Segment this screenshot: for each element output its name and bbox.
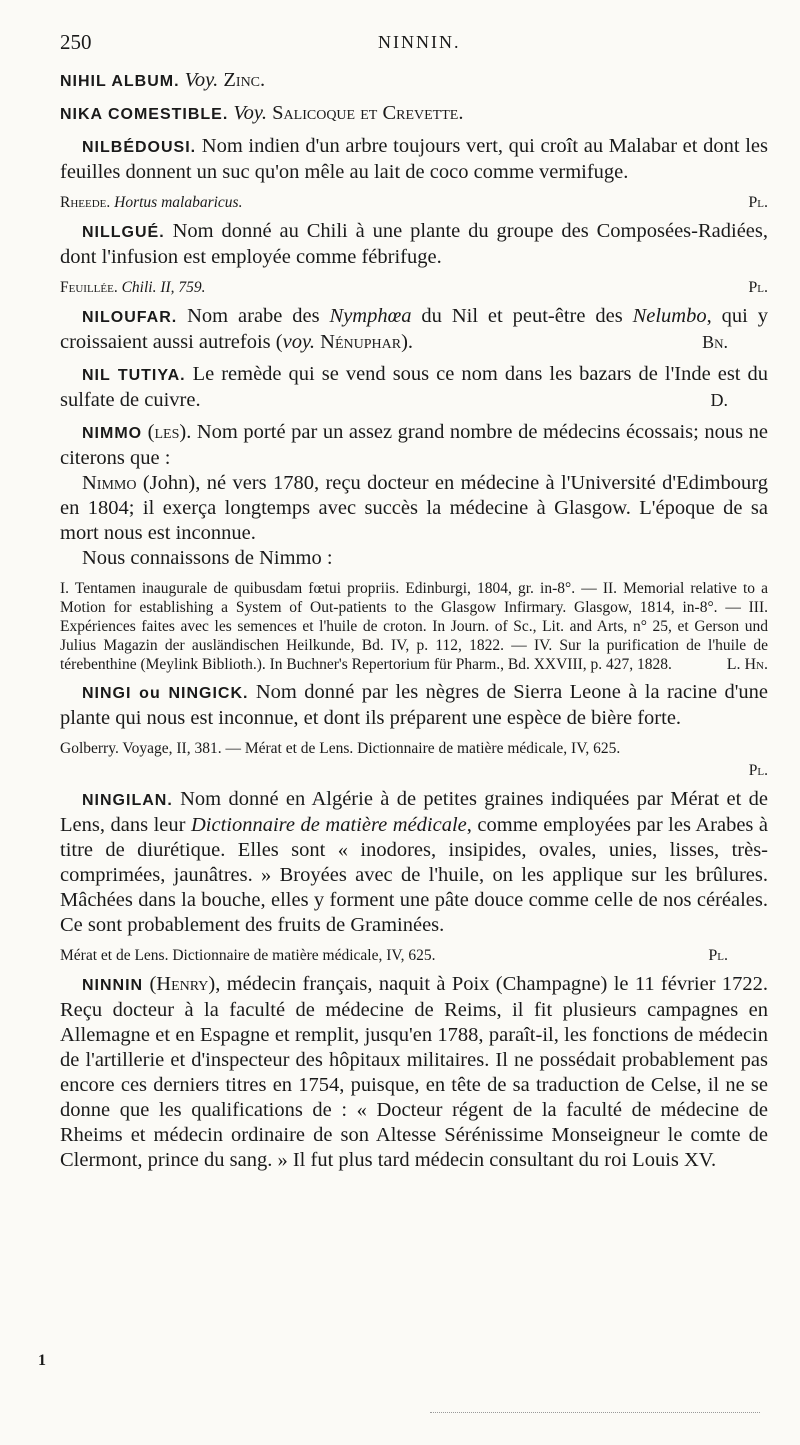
bibliography-text: I. Tentamen inaugurale de quibusdam fœtui propriis. Edinburgi, 1804, gr. in-8°. — II. Memorial relative to a Motion for establishing a System of Out-patients to the Glasgow Infirmary. Glasgow, 1814, in-8°. — III. Expériences faites avec les semences et l'huile de croton. In Journ. of Sc., Lit. and Arts, n° 25, et Gerson und Julius Magazin der ausländischen Heilkunde, Bd. IV, p. 112, 1822. — IV. Sur la purification de l'huile de térebenthine (Meylink Biblioth.). In Buchner's Repertorium für Pharm., Bd. XXVIII, p. 427, 1828. [60,580,768,673]
entry-term: NIHIL ALBUM. [60,73,180,90]
entry-nika [60,101,768,127]
entry-nillgue [60,219,768,270]
entry-text: , médecin français, naquit à Poix (Champagne) le 11 février 1722. Reçu docteur à la faculté de médecine de Reims, il fit plusieurs campagnes en Allemagne et en Espagne et remplit, jusqu'en 1788, paraît-il, les fonctions de médecin de l'artillerie et d'inspecteur des hôpitaux militaires. Il ne possédait probablement pas encore ces derniers titres en 1754, puisque, en tête de sa traduction de Celse, il ne se donne que les qualifications de : « Docteur régent de la faculté de médecine de Rheims et médecin ordinaire de son Altesse Sérénissime Monseigneur le comte de Clermont, prince du sang. » Il fut plus tard médecin consultant du roi Louis XV. [60,973,768,1171]
italic-title: Dictionnaire de matière médicale [191,814,467,836]
reference-text: Mérat et de Lens. Dictionnaire de matière médicale, IV, 625. [60,947,436,964]
entry-text: Nom indien d'un arbre toujours vert, qui croît au Malabar et dont les feuilles donnent un suc qu'on mêle au lait de coco comme vermifuge. [60,135,768,183]
entry-nihil [60,68,768,94]
page-header [60,30,760,58]
entry-niloufar [60,304,768,355]
entry-reference [60,739,768,759]
entry-term: NINGILAN. [82,792,173,809]
entry-nilbedousi [60,134,768,185]
entry-term: NIMMO [82,425,143,442]
author-signature: L. Hn. [726,656,768,673]
entry-text: Nom porté par un assez grand nombre de médecins écossais; nous ne citerons que : [60,421,768,469]
reference-title: Chili. II, 759. [117,279,206,296]
entry-text: , comme employées par les Arabes à titre de diurétique. Elles sont « inodores, insipides, ovales, unies, lisses, très-comprimées, jaunâtres. » Broyées avec de l'huile, on les applique sur les brûlures. Mâchées dans la bouche, elles y forment une pâte douce comme celle de nos céréales. Ce sont probablement des fruits de Graminées. [60,814,769,936]
italic-term: Nelumbo [632,305,707,327]
italic-term: Nymphœa [329,305,412,327]
entry-reference [60,278,768,298]
dictionary-body [60,68,768,1173]
entry-text: Le remède qui se vend sous ce nom dans les bazars de l'Inde est du sulfate de cuivre. [60,363,769,411]
bibliography [60,579,768,674]
cross-reference: Salicoque et Crevette. [272,102,464,124]
entry-ninnin [60,972,768,1173]
entry-text: ). [401,331,414,353]
voy-label: Voy. [233,102,268,124]
entry-term: NINGI ou NINGICK. [82,685,249,702]
entry-text: du Nil et peut-être des [411,305,633,327]
voy-label: voy. [282,331,316,353]
entry-text: Nom arabe des [177,305,330,327]
entry-term: NILLGUÉ. [82,224,165,241]
entry-text: (John), né vers 1780, reçu docteur en médecine à l'Université d'Edimbourg en 1804; il exerça longtemps avec succès la médecine à Glasgow. L'époque de sa mort nous est inconnue. [60,472,768,544]
cross-reference: Zinc. [223,69,266,91]
signature-mark: 1 [38,1352,46,1369]
author-signature: Bn. [702,332,728,352]
author-signature: Pl. [708,947,728,964]
author-signature: D. [710,390,728,410]
author-signature: Pl. [748,762,768,779]
entry-nimmo-works-intro: Nous connaissons de Nimmo : [82,547,333,569]
reference-author: Feuillée. [60,279,118,296]
footer-rule [430,1412,760,1413]
entry-term: NIKA COMESTIBLE. [60,106,229,123]
entry-term: NILBÉDOUSI. [82,139,197,156]
page-number: 250 [60,30,92,54]
entry-term: NIL TUTIYA. [82,367,186,384]
entry-ningilan [60,787,768,938]
reference-text: Golberry. Voyage, II, 381. — Mérat et de Lens. Dictionnaire de matière médicale, IV, 625. [60,740,621,757]
entry-reference [60,946,768,966]
entry-term: NINNIN [82,977,144,994]
entry-text: Nom donné en Algérie à de petites graines indiquées par Mérat et de Lens, dans leur [60,788,768,836]
cross-reference: Nénuphar [315,331,402,353]
author-signature: Pl. [748,279,768,296]
reference-title: Hortus malabaricus. [110,194,243,211]
author-signature: Pl. [748,194,768,211]
running-head: NINNIN. [378,32,461,52]
entry-term: NILOUFAR. [82,309,178,326]
entry-ningi [60,680,768,731]
signature-line [60,761,768,781]
person-name: Nimmo [82,472,137,494]
reference-author: Rheede. [60,194,111,211]
entry-text: , qui y croissaient aussi autrefois ( [60,305,768,353]
person-name: (Henry) [143,973,216,995]
voy-label: Voy. [184,69,219,91]
entry-nimmo [60,420,768,471]
entry-reference [60,193,768,213]
entry-qualifier: (les). [142,421,192,443]
entry-nimmo-john [60,471,768,546]
entry-text: Nom donné par les nègres de Sierra Leone à la racine d'une plante qui nous est inconnue, et dont ils préparent une espèce de bière forte. [60,681,768,729]
entry-text: Nom donné au Chili à une plante du groupe des Composées-Radiées, dont l'infusion est employée comme fébrifuge. [60,220,768,268]
entry-niltutiya [60,362,768,413]
